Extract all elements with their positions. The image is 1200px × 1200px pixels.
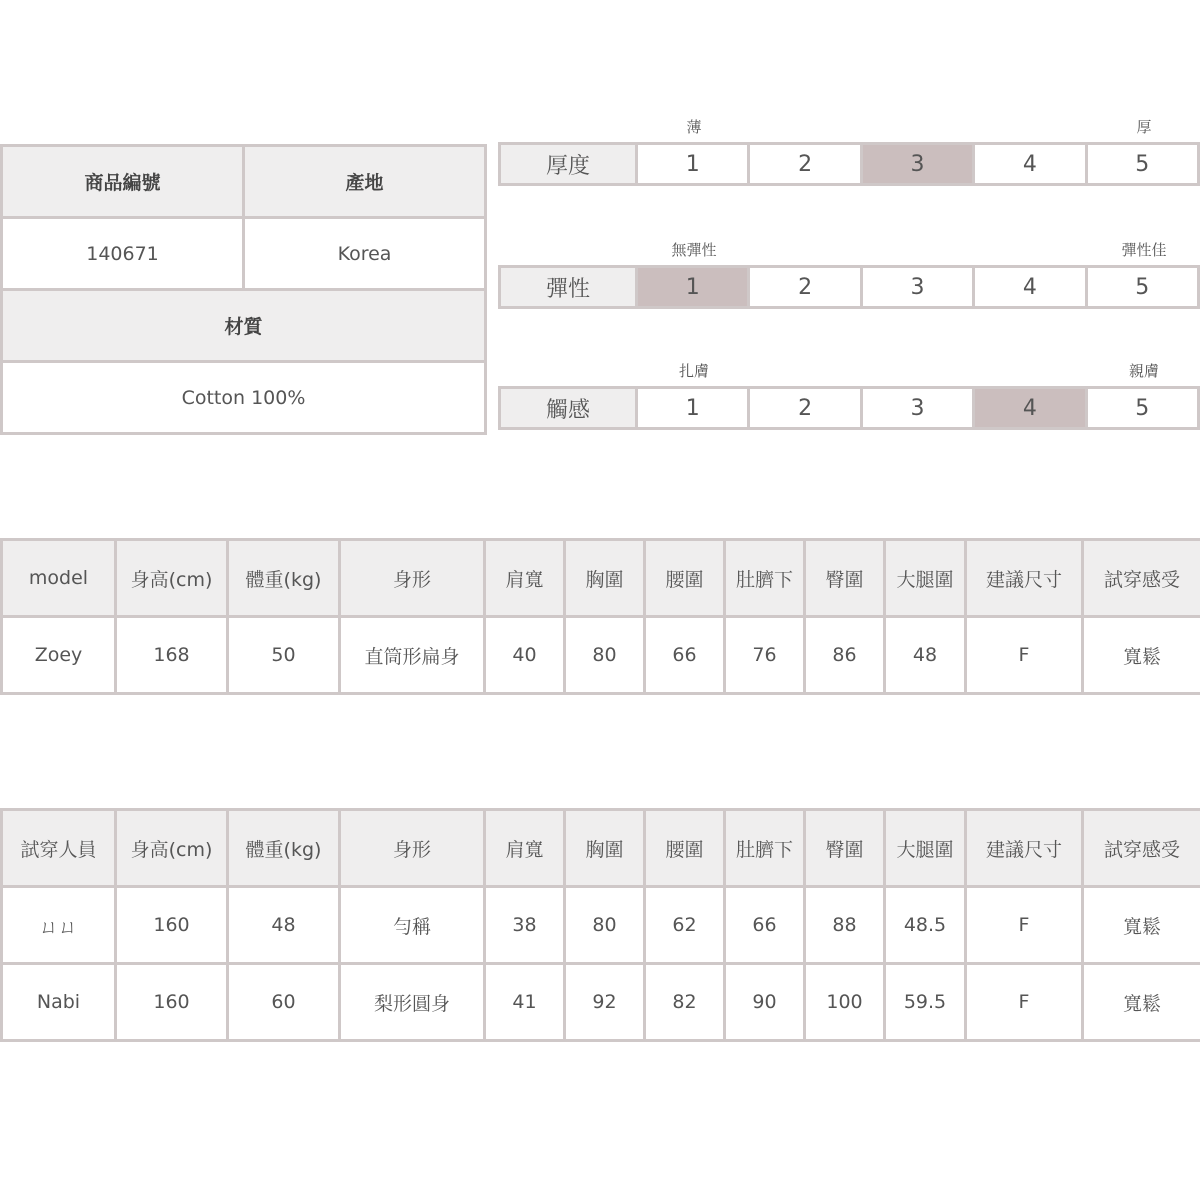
scale-cell: 1 <box>637 388 749 429</box>
table-cell: 48 <box>885 617 966 694</box>
table-cell: 62 <box>645 887 725 964</box>
header-cell: 大腿圍 <box>885 540 966 617</box>
table-cell: 88 <box>805 887 885 964</box>
touch-scale <box>498 386 1200 430</box>
elasticity-label: 彈性 <box>500 267 637 308</box>
table-cell: 38 <box>485 887 565 964</box>
header-cell: 胸圍 <box>565 810 645 887</box>
scale-cell: 5 <box>1086 144 1198 185</box>
table-cell: 寬鬆 <box>1083 964 1200 1041</box>
table-cell: 59.5 <box>885 964 966 1041</box>
thickness-low-label: 薄 <box>686 118 702 136</box>
material-label: 材質 <box>2 290 486 362</box>
touch-label: 觸感 <box>500 388 637 429</box>
header-cell: 試穿感受 <box>1083 810 1200 887</box>
header-cell: 臀圍 <box>805 810 885 887</box>
scale-cell: 4 <box>974 144 1086 185</box>
elasticity-high-label: 彈性佳 <box>1121 241 1167 259</box>
elasticity-low-label: 無彈性 <box>671 241 717 259</box>
thickness-high-label: 厚 <box>1136 118 1152 136</box>
table-cell: 60 <box>228 964 340 1041</box>
table-cell: 66 <box>725 887 805 964</box>
scale-cell: 1 <box>637 144 749 185</box>
product-code-value: 140671 <box>2 218 244 290</box>
table-cell: F <box>966 964 1083 1041</box>
table-cell: 41 <box>485 964 565 1041</box>
product-code-label: 商品編號 <box>2 146 244 218</box>
origin-label: 產地 <box>244 146 486 218</box>
header-cell: 大腿圍 <box>885 810 966 887</box>
header-cell: 試穿人員 <box>2 810 116 887</box>
table-cell: 80 <box>565 887 645 964</box>
table-cell: 160 <box>116 964 228 1041</box>
elasticity-scale <box>498 265 1200 309</box>
table-cell: 50 <box>228 617 340 694</box>
scale-cell: 4 <box>974 267 1086 308</box>
header-cell: 體重(kg) <box>228 810 340 887</box>
table-row <box>2 887 1200 964</box>
table-cell: 92 <box>565 964 645 1041</box>
header-cell: model <box>2 540 116 617</box>
table-cell: 直筒形扁身 <box>340 617 485 694</box>
table-header-row <box>2 810 1200 887</box>
table-cell: 82 <box>645 964 725 1041</box>
table-cell: 100 <box>805 964 885 1041</box>
header-cell: 腰圍 <box>645 810 725 887</box>
header-cell: 腰圍 <box>645 540 725 617</box>
table-cell: 寬鬆 <box>1083 617 1200 694</box>
tryon-size-table <box>0 808 1200 1042</box>
thickness-scale <box>498 142 1200 186</box>
table-cell: 40 <box>485 617 565 694</box>
scale-cell: 5 <box>1086 388 1198 429</box>
origin-value: Korea <box>244 218 486 290</box>
touch-rating <box>498 360 1200 430</box>
table-cell: 80 <box>565 617 645 694</box>
table-cell: F <box>966 887 1083 964</box>
table-row <box>2 964 1200 1041</box>
touch-high-label: 親膚 <box>1128 362 1159 380</box>
header-cell: 體重(kg) <box>228 540 340 617</box>
table-header-row <box>2 540 1200 617</box>
thickness-rating <box>498 116 1200 186</box>
table-cell: 90 <box>725 964 805 1041</box>
table-cell: 76 <box>725 617 805 694</box>
material-value: Cotton 100% <box>2 362 486 434</box>
product-info-table <box>0 144 487 435</box>
table-cell: 寬鬆 <box>1083 887 1200 964</box>
table-cell: 160 <box>116 887 228 964</box>
scale-cell: 2 <box>749 267 861 308</box>
header-cell: 肚臍下 <box>725 540 805 617</box>
header-cell: 建議尺寸 <box>966 540 1083 617</box>
header-cell: 身形 <box>340 540 485 617</box>
table-cell: 86 <box>805 617 885 694</box>
thickness-label: 厚度 <box>500 144 637 185</box>
header-cell: 臀圍 <box>805 540 885 617</box>
table-cell: 梨形圓身 <box>340 964 485 1041</box>
scale-cell: 3 <box>861 144 973 185</box>
table-cell: 勻稱 <box>340 887 485 964</box>
header-cell: 建議尺寸 <box>966 810 1083 887</box>
touch-low-label: 扎膚 <box>678 362 709 380</box>
scale-cell: 5 <box>1086 267 1198 308</box>
table-cell: 48 <box>228 887 340 964</box>
scale-cell: 1 <box>637 267 749 308</box>
header-cell: 肩寬 <box>485 810 565 887</box>
header-cell: 試穿感受 <box>1083 540 1200 617</box>
table-cell: 48.5 <box>885 887 966 964</box>
table-cell: 66 <box>645 617 725 694</box>
elasticity-rating <box>498 239 1200 309</box>
table-cell: Zoey <box>2 617 116 694</box>
scale-cell: 2 <box>749 388 861 429</box>
header-cell: 肩寬 <box>485 540 565 617</box>
header-cell: 身高(cm) <box>116 540 228 617</box>
scale-cell: 3 <box>861 388 973 429</box>
header-cell: 胸圍 <box>565 540 645 617</box>
table-cell: F <box>966 617 1083 694</box>
table-cell: 168 <box>116 617 228 694</box>
table-row <box>2 617 1200 694</box>
scale-cell: 2 <box>749 144 861 185</box>
header-cell: 身高(cm) <box>116 810 228 887</box>
scale-cell: 4 <box>974 388 1086 429</box>
header-cell: 肚臍下 <box>725 810 805 887</box>
table-cell: Nabi <box>2 964 116 1041</box>
model-size-table <box>0 538 1200 695</box>
table-cell: ㄩㄩ <box>2 887 116 964</box>
header-cell: 身形 <box>340 810 485 887</box>
scale-cell: 3 <box>861 267 973 308</box>
